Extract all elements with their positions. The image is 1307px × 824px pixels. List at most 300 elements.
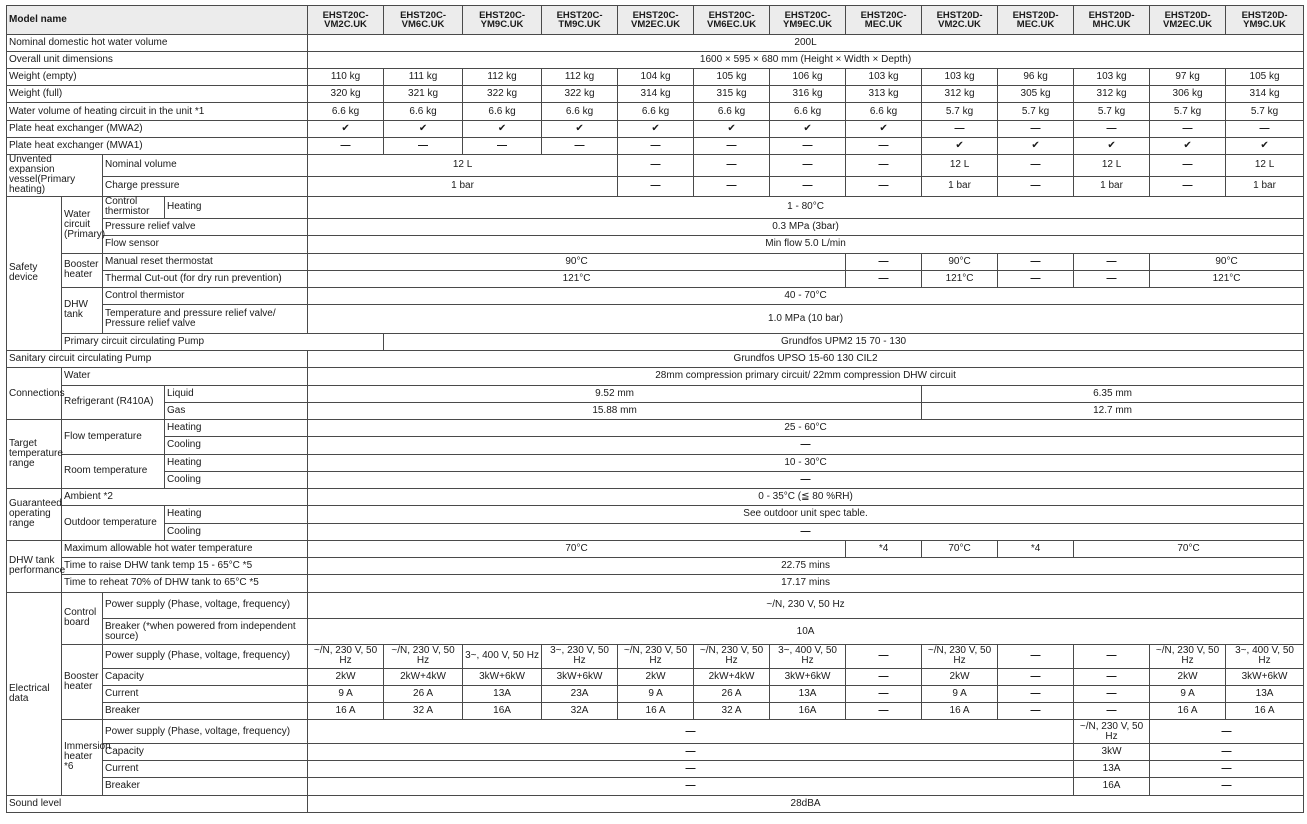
- row-label-cell: Nominal volume: [103, 155, 308, 176]
- row-label-cell: Cooling: [165, 471, 308, 488]
- row-label-cell: Immersion heater *6: [62, 720, 103, 795]
- value-cell: 0 - 35°C (≦ 80 %RH): [308, 489, 1304, 506]
- row-label-cell: Control board: [62, 592, 103, 645]
- model-name-line: VM2EC.UK: [1163, 19, 1213, 31]
- value-cell: Min flow 5.0 L/min: [308, 236, 1304, 253]
- value-cell: 40 - 70°C: [308, 288, 1304, 305]
- row-label-cell: Refrigerant (R410A): [62, 385, 165, 420]
- row-label-cell: Breaker: [103, 778, 308, 795]
- value-cell: ~/N, 230 V, 50 Hz: [922, 645, 998, 668]
- value-cell: —: [846, 703, 922, 720]
- value-cell: 121°C: [1150, 270, 1304, 287]
- value-cell: —: [1226, 120, 1304, 137]
- value-cell: 70°C: [922, 540, 998, 557]
- value-cell: ~/N, 230 V, 50 Hz: [1074, 720, 1150, 743]
- value-cell: 3kW+6kW: [1226, 668, 1304, 685]
- value-cell: 15.88 mm: [308, 402, 922, 419]
- row-label-cell: Power supply (Phase, voltage, frequency): [103, 720, 308, 743]
- value-cell: 112 kg: [463, 68, 542, 85]
- value-cell: 16 A: [1150, 703, 1226, 720]
- row-label-cell: Control thermistor: [103, 196, 165, 218]
- value-cell: —: [618, 155, 694, 176]
- model-name-line: EHST20C-: [556, 9, 603, 21]
- value-cell: —: [846, 685, 922, 702]
- value-cell: —: [770, 155, 846, 176]
- value-cell: —: [694, 176, 770, 196]
- model-name-line: EHST20D-: [1164, 9, 1211, 21]
- value-cell: 306 kg: [1150, 86, 1226, 103]
- value-cell: 32 A: [384, 703, 463, 720]
- value-cell: 200L: [308, 35, 1304, 51]
- value-cell: —: [1074, 120, 1150, 137]
- value-cell: 26 A: [384, 685, 463, 702]
- row-label-cell: Water volume of heating circuit in the unit *1: [7, 103, 308, 120]
- row-label-cell: Nominal domestic hot water volume: [7, 35, 308, 51]
- row-label-cell: Pressure relief valve: [103, 219, 308, 236]
- model-name-line: MEC.UK: [1016, 19, 1055, 31]
- value-cell: 1 bar: [1074, 176, 1150, 196]
- value-cell: ✔: [998, 137, 1074, 154]
- model-name-line: VM2EC.UK: [631, 19, 681, 31]
- value-cell: 90°C: [922, 253, 998, 270]
- value-cell: 9.52 mm: [308, 385, 922, 402]
- model-name-line: EHST20C-: [784, 9, 831, 21]
- value-cell: ~/N, 230 V, 50 Hz: [308, 645, 384, 668]
- table-row: [7, 471, 1304, 488]
- row-label-cell: Target temperature range: [7, 420, 62, 489]
- row-label-cell: DHW tank: [62, 288, 103, 334]
- table-row: [7, 558, 1304, 575]
- value-cell: 12 L: [1226, 155, 1304, 176]
- row-label-cell: Connections: [7, 368, 62, 420]
- value-cell: ~/N, 230 V, 50 Hz: [618, 645, 694, 668]
- value-cell: ✔: [542, 120, 618, 137]
- value-cell: —: [998, 703, 1074, 720]
- value-cell: *4: [998, 540, 1074, 557]
- value-cell: 314 kg: [1226, 86, 1304, 103]
- row-label-cell: Current: [103, 761, 308, 778]
- value-cell: 12 L: [1074, 155, 1150, 176]
- value-cell: —: [770, 137, 846, 154]
- table-row: [7, 103, 1304, 120]
- table-row: [7, 35, 1304, 51]
- specification-table-body: [7, 6, 1304, 813]
- value-cell: ✔: [922, 137, 998, 154]
- row-label-cell: Water: [62, 368, 308, 385]
- table-row: [7, 795, 1304, 813]
- value-cell: 3~, 230 V, 50 Hz: [542, 645, 618, 668]
- row-label-cell: Maximum allowable hot water temperature: [62, 540, 308, 557]
- row-label-cell: Heating: [165, 420, 308, 437]
- table-row: [7, 176, 1304, 196]
- value-cell: 28mm compression primary circuit/ 22mm compression DHW circuit: [308, 368, 1304, 385]
- value-cell: —: [308, 720, 1074, 743]
- row-label-cell: Weight (empty): [7, 68, 308, 85]
- row-label-cell: Heating: [165, 196, 308, 218]
- value-cell: 16 A: [618, 703, 694, 720]
- table-row: [7, 385, 1304, 402]
- value-cell: —: [998, 270, 1074, 287]
- value-cell: 313 kg: [846, 86, 922, 103]
- value-cell: —: [1074, 645, 1150, 668]
- row-label-cell: Breaker: [103, 703, 308, 720]
- row-label-cell: Plate heat exchanger (MWA1): [7, 137, 308, 154]
- value-cell: —: [1150, 761, 1304, 778]
- value-cell: ✔: [618, 120, 694, 137]
- value-cell: 0.3 MPa (3bar): [308, 219, 1304, 236]
- table-row: [7, 305, 1304, 333]
- table-row: [7, 120, 1304, 137]
- value-cell: ~/N, 230 V, 50 Hz: [1150, 645, 1226, 668]
- model-name-line: EHST20C-: [632, 9, 679, 21]
- value-cell: 105 kg: [694, 68, 770, 85]
- value-cell: 97 kg: [1150, 68, 1226, 85]
- model-name-line: EHST20C-: [708, 9, 755, 21]
- value-cell: 22.75 mins: [308, 558, 1304, 575]
- value-cell: 1 bar: [922, 176, 998, 196]
- model-header-cell: [998, 6, 1074, 35]
- table-row: [7, 489, 1304, 506]
- value-cell: ✔: [384, 120, 463, 137]
- value-cell: See outdoor unit spec table.: [308, 506, 1304, 523]
- value-cell: ~/N, 230 V, 50 Hz: [384, 645, 463, 668]
- table-row: [7, 618, 1304, 644]
- value-cell: 3kW+6kW: [463, 668, 542, 685]
- value-cell: 10 - 30°C: [308, 454, 1304, 471]
- value-cell: —: [308, 743, 1074, 760]
- value-cell: —: [1074, 703, 1150, 720]
- table-row: [7, 368, 1304, 385]
- value-cell: 1600 × 595 × 680 mm (Height × Width × Depth): [308, 51, 1304, 68]
- value-cell: 90°C: [308, 253, 846, 270]
- row-label-cell: Booster heater: [62, 645, 103, 720]
- table-row: [7, 288, 1304, 305]
- value-cell: 70°C: [308, 540, 846, 557]
- table-row: [7, 506, 1304, 523]
- value-cell: —: [846, 176, 922, 196]
- value-cell: 3kW: [1074, 743, 1150, 760]
- model-name-line: EHST20C-: [479, 9, 526, 21]
- table-row: [7, 454, 1304, 471]
- value-cell: 9 A: [618, 685, 694, 702]
- model-header-cell: [384, 6, 463, 35]
- row-label-cell: Booster heater: [62, 253, 103, 288]
- row-label-cell: Overall unit dimensions: [7, 51, 308, 68]
- value-cell: 2kW+4kW: [384, 668, 463, 685]
- value-cell: 5.7 kg: [922, 103, 998, 120]
- value-cell: 5.7 kg: [998, 103, 1074, 120]
- value-cell: 312 kg: [1074, 86, 1150, 103]
- value-cell: 1.0 MPa (10 bar): [308, 305, 1304, 333]
- value-cell: 2kW+4kW: [694, 668, 770, 685]
- model-name-line: VM6EC.UK: [707, 19, 757, 31]
- value-cell: —: [694, 155, 770, 176]
- row-label-cell: Power supply (Phase, voltage, frequency): [103, 645, 308, 668]
- row-label-cell: Current: [103, 685, 308, 702]
- value-cell: 320 kg: [308, 86, 384, 103]
- model-name-line: VM6C.UK: [401, 19, 445, 31]
- value-cell: —: [308, 761, 1074, 778]
- value-cell: 6.6 kg: [694, 103, 770, 120]
- value-cell: 32 A: [694, 703, 770, 720]
- value-cell: 13A: [1074, 761, 1150, 778]
- value-cell: 28dBA: [308, 795, 1304, 813]
- value-cell: 12 L: [922, 155, 998, 176]
- row-label-cell: Capacity: [103, 668, 308, 685]
- value-cell: 9 A: [922, 685, 998, 702]
- model-header-cell: [308, 6, 384, 35]
- value-cell: —: [846, 668, 922, 685]
- value-cell: —: [998, 155, 1074, 176]
- table-row: [7, 219, 1304, 236]
- table-row: [7, 703, 1304, 720]
- value-cell: —: [846, 253, 922, 270]
- row-label-cell: Flow temperature: [62, 420, 165, 455]
- value-cell: 16A: [463, 703, 542, 720]
- row-label-cell: Primary circuit circulating Pump: [62, 333, 384, 350]
- model-header-cell: [542, 6, 618, 35]
- value-cell: 5.7 kg: [1074, 103, 1150, 120]
- value-cell: 6.6 kg: [542, 103, 618, 120]
- value-cell: 316 kg: [770, 86, 846, 103]
- value-cell: 6.6 kg: [384, 103, 463, 120]
- value-cell: 1 bar: [1226, 176, 1304, 196]
- value-cell: Grundfos UPSO 15-60 130 CIL2: [308, 351, 1304, 368]
- value-cell: 2kW: [618, 668, 694, 685]
- value-cell: —: [998, 120, 1074, 137]
- specification-table: [6, 5, 1304, 813]
- value-cell: —: [542, 137, 618, 154]
- value-cell: 90°C: [1150, 253, 1304, 270]
- value-cell: 32A: [542, 703, 618, 720]
- value-cell: 25 - 60°C: [308, 420, 1304, 437]
- value-cell: —: [1150, 120, 1226, 137]
- model-name-line: EHST20C-: [400, 9, 447, 21]
- value-cell: 112 kg: [542, 68, 618, 85]
- row-label-cell: Electrical data: [7, 592, 62, 795]
- value-cell: ✔: [846, 120, 922, 137]
- value-cell: 17.17 mins: [308, 575, 1304, 592]
- value-cell: —: [1150, 743, 1304, 760]
- value-cell: 3~, 400 V, 50 Hz: [463, 645, 542, 668]
- value-cell: —: [1150, 155, 1226, 176]
- table-row: [7, 253, 1304, 270]
- row-label-cell: Power supply (Phase, voltage, frequency): [103, 592, 308, 618]
- value-cell: 1 - 80°C: [308, 196, 1304, 218]
- value-cell: —: [384, 137, 463, 154]
- table-header-row: [7, 6, 1304, 35]
- value-cell: 1 bar: [308, 176, 618, 196]
- value-cell: 322 kg: [542, 86, 618, 103]
- value-cell: 104 kg: [618, 68, 694, 85]
- row-label-cell: Breaker (*when powered from independent source): [103, 618, 308, 644]
- table-row: [7, 51, 1304, 68]
- value-cell: —: [463, 137, 542, 154]
- row-label-cell: Thermal Cut-out (for dry run prevention): [103, 270, 308, 287]
- value-cell: 9 A: [1150, 685, 1226, 702]
- model-header-cell: [1074, 6, 1150, 35]
- model-name-line: EHST20D-: [1241, 9, 1288, 21]
- row-label-cell: Guaranteed operating range: [7, 489, 62, 541]
- value-cell: 103 kg: [922, 68, 998, 85]
- value-cell: 2kW: [1150, 668, 1226, 685]
- row-label-cell: Capacity: [103, 743, 308, 760]
- row-label-cell: Gas: [165, 402, 308, 419]
- value-cell: 106 kg: [770, 68, 846, 85]
- table-row: [7, 437, 1304, 454]
- value-cell: 6.6 kg: [463, 103, 542, 120]
- model-header-cell: [770, 6, 846, 35]
- table-row: [7, 333, 1304, 350]
- value-cell: 70°C: [1074, 540, 1304, 557]
- row-label-cell: Time to raise DHW tank temp 15 - 65°C *5: [62, 558, 308, 575]
- value-cell: 3~, 400 V, 50 Hz: [770, 645, 846, 668]
- table-row: [7, 523, 1304, 540]
- value-cell: 103 kg: [1074, 68, 1150, 85]
- table-row: [7, 743, 1304, 760]
- value-cell: 16 A: [308, 703, 384, 720]
- value-cell: —: [846, 137, 922, 154]
- value-cell: Grundfos UPM2 15 70 - 130: [384, 333, 1304, 350]
- model-header-cell: [1150, 6, 1226, 35]
- value-cell: —: [308, 437, 1304, 454]
- value-cell: —: [618, 137, 694, 154]
- table-row: [7, 155, 1304, 176]
- value-cell: 16A: [1074, 778, 1150, 795]
- table-row: [7, 575, 1304, 592]
- value-cell: 2kW: [308, 668, 384, 685]
- value-cell: ~/N, 230 V, 50 Hz: [694, 645, 770, 668]
- value-cell: —: [308, 778, 1074, 795]
- row-label-cell: Manual reset thermostat: [103, 253, 308, 270]
- value-cell: 3kW+6kW: [542, 668, 618, 685]
- row-label-cell: Water circuit (Primary): [62, 196, 103, 253]
- value-cell: ✔: [1226, 137, 1304, 154]
- table-row: [7, 761, 1304, 778]
- value-cell: 103 kg: [846, 68, 922, 85]
- table-row: [7, 270, 1304, 287]
- row-label-cell: Liquid: [165, 385, 308, 402]
- model-name-line: VM2C.UK: [938, 19, 981, 31]
- value-cell: —: [998, 176, 1074, 196]
- value-cell: ✔: [694, 120, 770, 137]
- value-cell: —: [998, 685, 1074, 702]
- value-cell: 5.7 kg: [1226, 103, 1304, 120]
- value-cell: —: [618, 176, 694, 196]
- row-label-cell: Sound level: [7, 795, 308, 813]
- value-cell: ✔: [770, 120, 846, 137]
- value-cell: 312 kg: [922, 86, 998, 103]
- value-cell: —: [308, 137, 384, 154]
- row-label-cell: Sanitary circuit circulating Pump: [7, 351, 308, 368]
- value-cell: 12.7 mm: [922, 402, 1304, 419]
- value-cell: —: [1074, 685, 1150, 702]
- table-row: [7, 592, 1304, 618]
- row-label-cell: Time to reheat 70% of DHW tank to 65°C *5: [62, 575, 308, 592]
- value-cell: 16A: [770, 703, 846, 720]
- value-cell: —: [308, 523, 1304, 540]
- model-header-cell: [694, 6, 770, 35]
- table-row: [7, 420, 1304, 437]
- value-cell: —: [846, 645, 922, 668]
- model-name-line: EHST20D-: [936, 9, 983, 21]
- value-cell: 315 kg: [694, 86, 770, 103]
- value-cell: 3kW+6kW: [770, 668, 846, 685]
- model-header-cell: [1226, 6, 1304, 35]
- value-cell: 13A: [463, 685, 542, 702]
- value-cell: —: [1150, 720, 1304, 743]
- table-row: [7, 778, 1304, 795]
- value-cell: 6.6 kg: [618, 103, 694, 120]
- value-cell: —: [922, 120, 998, 137]
- model-name-line: YM9C.UK: [1243, 19, 1286, 31]
- value-cell: 3~, 400 V, 50 Hz: [1226, 645, 1304, 668]
- row-label-cell: Outdoor temperature: [62, 506, 165, 541]
- value-cell: ✔: [1074, 137, 1150, 154]
- value-cell: 9 A: [308, 685, 384, 702]
- value-cell: —: [308, 471, 1304, 488]
- table-row: [7, 196, 1304, 218]
- model-name-line: EHST20C-: [860, 9, 907, 21]
- row-label-cell: Heating: [165, 454, 308, 471]
- value-cell: 6.35 mm: [922, 385, 1304, 402]
- value-cell: 12 L: [308, 155, 618, 176]
- row-label-cell: Ambient *2: [62, 489, 308, 506]
- model-name-line: VM2C.UK: [324, 19, 367, 31]
- row-label-cell: Temperature and pressure relief valve/ Pressure relief valve: [103, 305, 308, 333]
- value-cell: 105 kg: [1226, 68, 1304, 85]
- value-cell: 110 kg: [308, 68, 384, 85]
- model-name-line: TM9C.UK: [558, 19, 601, 31]
- value-cell: ~/N, 230 V, 50 Hz: [308, 592, 1304, 618]
- value-cell: 111 kg: [384, 68, 463, 85]
- value-cell: ✔: [308, 120, 384, 137]
- row-label-cell: DHW tank performance: [7, 540, 62, 592]
- value-cell: —: [770, 176, 846, 196]
- value-cell: ✔: [1150, 137, 1226, 154]
- value-cell: 23A: [542, 685, 618, 702]
- table-row: [7, 402, 1304, 419]
- row-label-cell: Unvented expansion vessel(Primary heating): [7, 155, 103, 197]
- table-row: [7, 68, 1304, 85]
- row-label-cell: Charge pressure: [103, 176, 308, 196]
- table-row: [7, 540, 1304, 557]
- value-cell: —: [1150, 176, 1226, 196]
- table-row: [7, 685, 1304, 702]
- row-label-cell: Heating: [165, 506, 308, 523]
- value-cell: 2kW: [922, 668, 998, 685]
- table-row: [7, 720, 1304, 743]
- model-name-line: YM9C.UK: [480, 19, 524, 31]
- row-label-cell: Cooling: [165, 523, 308, 540]
- table-row: [7, 137, 1304, 154]
- table-row: [7, 668, 1304, 685]
- value-cell: —: [1074, 270, 1150, 287]
- value-cell: 16 A: [922, 703, 998, 720]
- model-name-label: Model name: [7, 6, 308, 35]
- value-cell: 96 kg: [998, 68, 1074, 85]
- table-row: [7, 236, 1304, 253]
- value-cell: 322 kg: [463, 86, 542, 103]
- value-cell: 121°C: [308, 270, 846, 287]
- row-label-cell: Cooling: [165, 437, 308, 454]
- value-cell: —: [998, 668, 1074, 685]
- model-name-line: EHST20C-: [322, 9, 369, 21]
- value-cell: 13A: [770, 685, 846, 702]
- value-cell: —: [998, 253, 1074, 270]
- value-cell: 6.6 kg: [770, 103, 846, 120]
- value-cell: —: [1074, 668, 1150, 685]
